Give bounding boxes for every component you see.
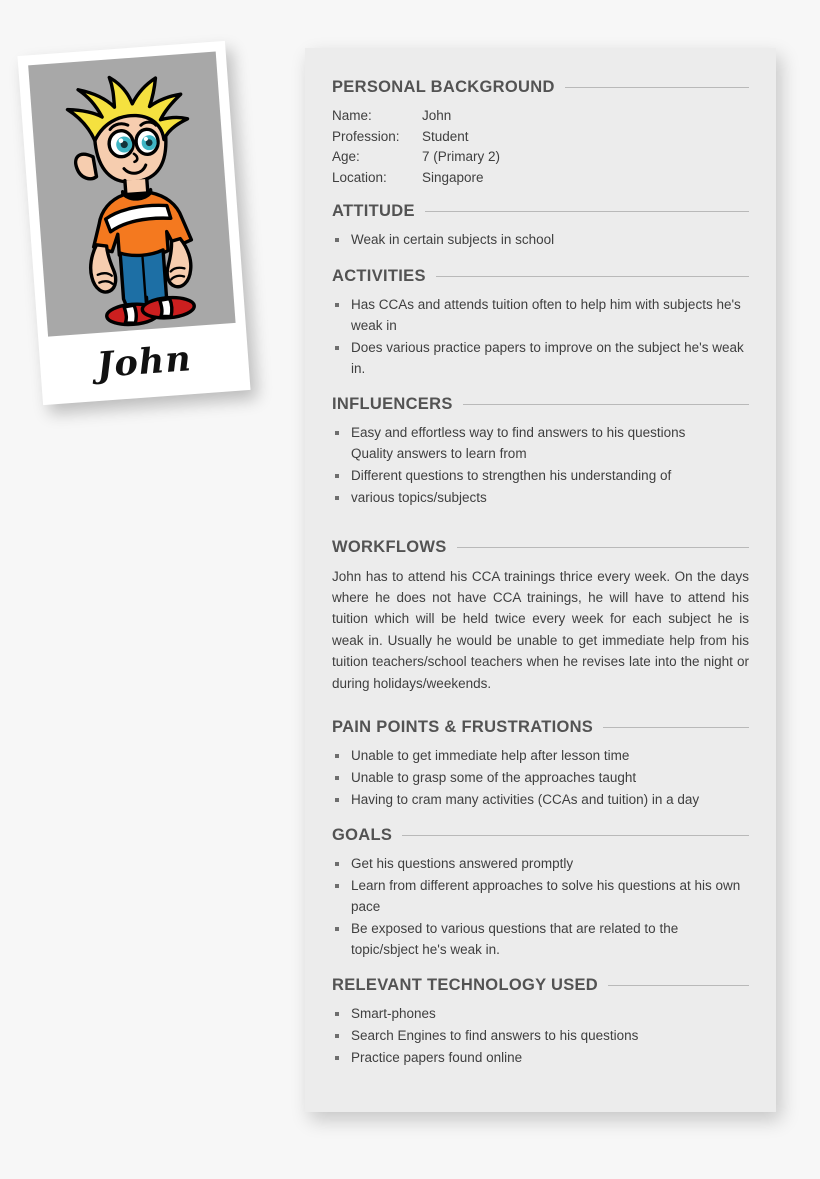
- bullet-square-icon: [335, 1056, 339, 1060]
- field-row: [332, 168, 749, 189]
- list-item-text: Unable to grasp some of the approaches taught: [351, 769, 637, 785]
- bullet-square-icon: [335, 776, 339, 780]
- field-value: Student: [422, 128, 469, 144]
- list-item: [332, 295, 749, 337]
- persona-details-card: [305, 48, 776, 1112]
- personal-background-fields: [332, 106, 749, 188]
- section-title: ATTITUDE: [332, 202, 415, 221]
- section-goals: [332, 826, 749, 960]
- polaroid-frame: [17, 41, 250, 405]
- section-title: WORKFLOWS: [332, 537, 447, 556]
- section-attitude: [332, 202, 749, 251]
- bullet-square-icon: [335, 238, 339, 242]
- influencers-list: [332, 423, 749, 508]
- list-item-text: Having to cram many activities (CCAs and tuition) in a day: [351, 791, 700, 807]
- list-item-text: Practice papers found online: [351, 1049, 523, 1065]
- section-rule: [425, 211, 749, 212]
- list-item: [332, 230, 749, 251]
- list-item: [332, 1004, 749, 1025]
- relevant-technology-list: [332, 1004, 749, 1068]
- field-label: Age:: [332, 149, 360, 165]
- list-item-text: Be exposed to various questions that are related to the topic/sbject he's weak in.: [351, 920, 679, 957]
- section-header: [332, 826, 749, 845]
- list-item-text: Learn from different approaches to solve his questions at his own pace: [351, 878, 741, 914]
- bullet-square-icon: [335, 1012, 339, 1016]
- bullet-square-icon: [335, 303, 339, 307]
- list-item-text: Has CCAs and attends tuition often to help him with subjects he's weak in: [351, 297, 741, 333]
- pain-points-list: [332, 746, 749, 810]
- list-item: [332, 746, 749, 767]
- section-rule: [402, 835, 749, 836]
- field-label: Profession:: [332, 128, 400, 144]
- workflows-paragraph: John has to attend his CCA trainings thrice every week. On the days where he does not have CCA trainings, he will have to attend his tuition which will be held twice every week for each subject he is weak in. Usually he would be unable to get immediate help from his tuition teachers/school teachers when he revises late into the night or during holidays/weekends.: [332, 568, 749, 691]
- section-title: PERSONAL BACKGROUND: [332, 78, 555, 96]
- section-influencers: [332, 395, 749, 508]
- section-workflows: [332, 538, 749, 694]
- field-label: Name:: [332, 108, 372, 123]
- section-header: [332, 538, 749, 557]
- list-item: [332, 423, 749, 465]
- list-item: [332, 488, 749, 509]
- section-rule: [603, 727, 749, 728]
- list-item: [332, 768, 749, 789]
- attitude-list: [332, 230, 749, 251]
- section-header: [332, 395, 749, 414]
- section-header: [332, 976, 749, 995]
- cartoon-boy-illustration: [28, 52, 235, 337]
- bullet-square-icon: [335, 754, 339, 758]
- section-title: RELEVANT TECHNOLOGY USED: [332, 976, 599, 995]
- persona-polaroid: [17, 41, 250, 405]
- section-rule: [608, 985, 749, 986]
- list-item-subtext: Quality answers to learn from: [351, 446, 527, 462]
- section-title: INFLUENCERS: [332, 395, 453, 414]
- list-item-text: Weak in certain subjects in school: [351, 232, 555, 248]
- list-item: [332, 1048, 749, 1069]
- polaroid-caption: John: [95, 338, 193, 387]
- section-header: [332, 78, 749, 97]
- section-title: PAIN POINTS & FRUSTRATIONS: [332, 717, 594, 736]
- field-value: John: [422, 108, 452, 123]
- field-row: [332, 106, 749, 127]
- list-item-text: Easy and effortless way to find answers to his questions: [351, 425, 686, 441]
- section-relevant-technology: [332, 976, 749, 1068]
- field-value: Singapore: [422, 169, 484, 185]
- bullet-square-icon: [335, 927, 339, 931]
- bullet-square-icon: [335, 346, 339, 350]
- bullet-square-icon: [335, 798, 339, 802]
- list-item: [332, 1026, 749, 1047]
- section-header: [332, 202, 749, 221]
- list-item-text: Get his questions answered promptly: [351, 856, 574, 872]
- list-item-text: Unable to get immediate help after lesson time: [351, 747, 630, 763]
- field-value: 7 (Primary 2): [422, 149, 501, 165]
- section-header: [332, 718, 749, 737]
- section-header: [332, 267, 749, 286]
- list-item: [332, 876, 749, 918]
- list-item-text: Different questions to strengthen his understanding of: [351, 467, 672, 483]
- section-title: GOALS: [332, 826, 393, 845]
- section-pain-points: [332, 718, 749, 810]
- section-title: ACTIVITIES: [332, 267, 426, 286]
- list-item-text: Search Engines to find answers to his questions: [351, 1028, 639, 1044]
- bullet-square-icon: [335, 496, 339, 500]
- section-rule: [463, 404, 749, 405]
- list-item-text: Smart-phones: [351, 1006, 436, 1022]
- list-item: [332, 338, 749, 380]
- activities-list: [332, 295, 749, 379]
- list-item-text: Does various practice papers to improve on the subject he's weak in.: [351, 339, 744, 376]
- field-row: [332, 147, 749, 168]
- list-item: [332, 919, 749, 961]
- section-activities: [332, 267, 749, 379]
- bullet-square-icon: [335, 884, 339, 888]
- goals-list: [332, 854, 749, 960]
- section-rule: [436, 276, 749, 277]
- bullet-square-icon: [335, 862, 339, 866]
- bullet-square-icon: [335, 1034, 339, 1038]
- section-rule: [457, 547, 749, 548]
- list-item: [332, 790, 749, 811]
- bullet-square-icon: [335, 431, 339, 435]
- list-item: [332, 466, 749, 487]
- field-row: [332, 127, 749, 148]
- persona-photo: [28, 52, 235, 337]
- bullet-square-icon: [335, 474, 339, 478]
- field-label: Location:: [332, 169, 387, 185]
- list-item-text: various topics/subjects: [351, 489, 487, 505]
- section-personal-background: [332, 78, 749, 188]
- list-item: [332, 854, 749, 875]
- section-rule: [565, 87, 749, 88]
